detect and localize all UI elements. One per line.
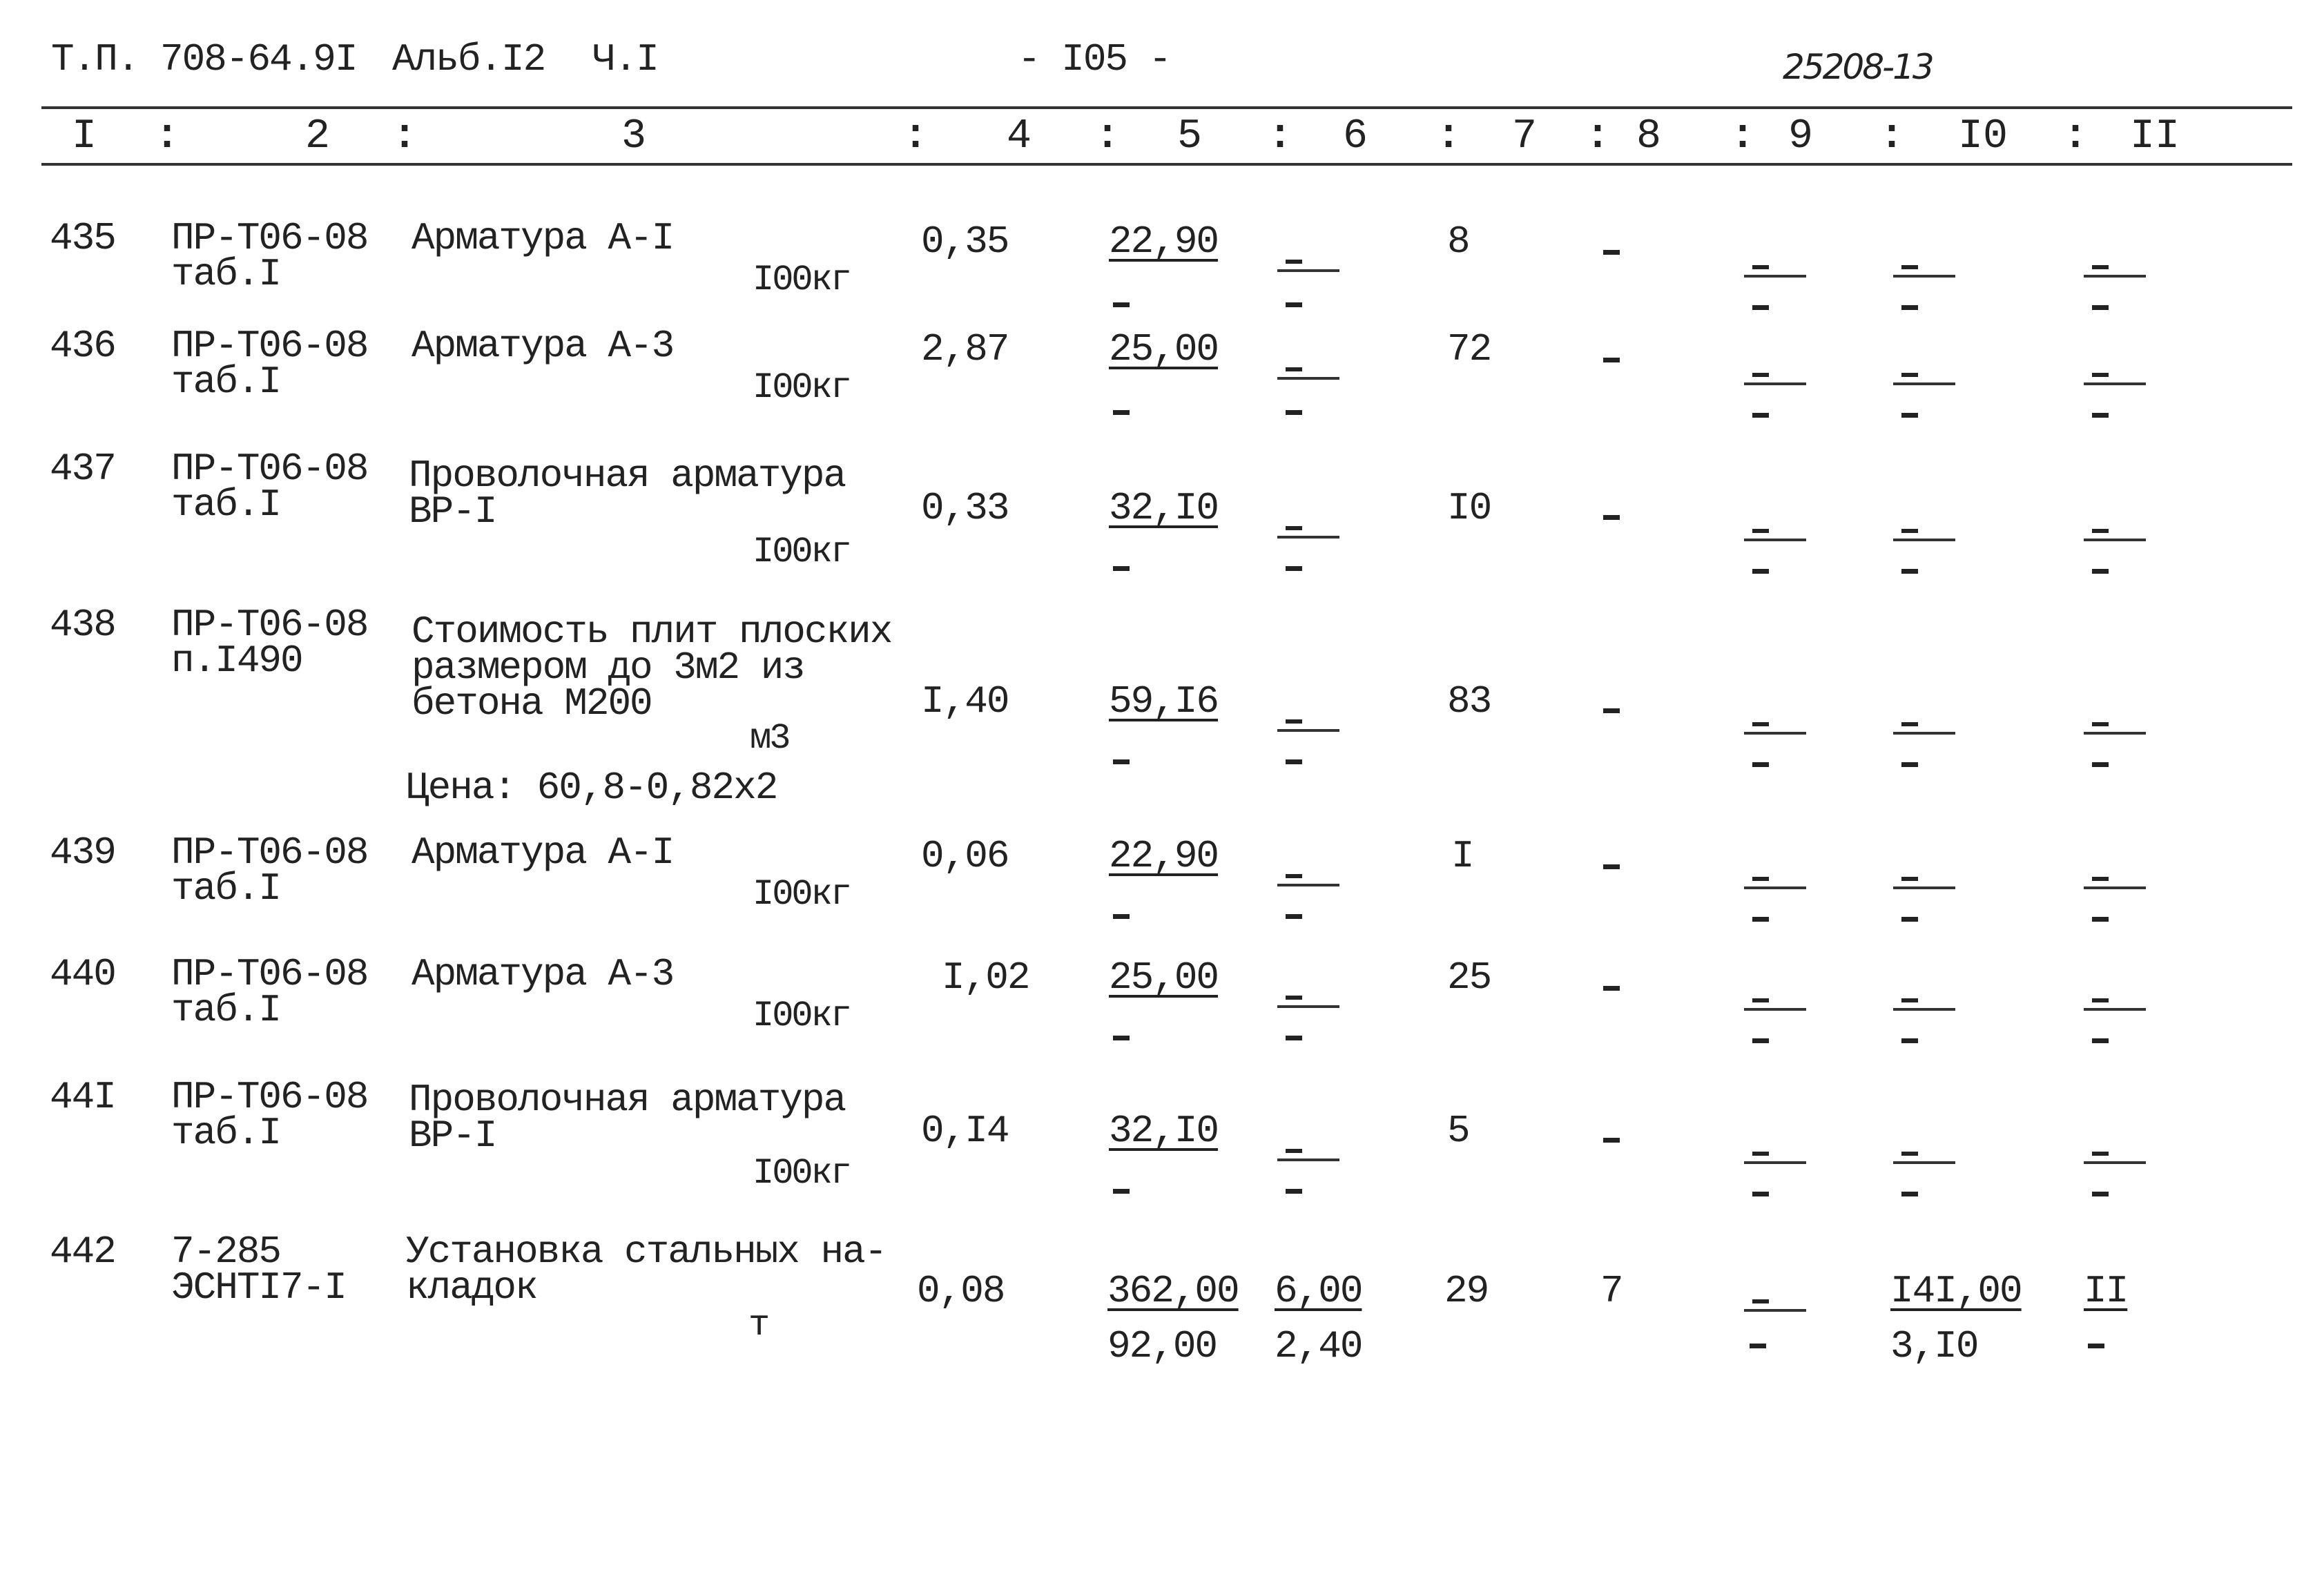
dash-mark — [1286, 914, 1302, 919]
norm-table: таб.I — [171, 988, 281, 1032]
dash-mark — [1893, 529, 1955, 543]
header-rule-bottom — [41, 163, 2292, 166]
dash-mark — [1277, 1149, 1339, 1163]
dash-mark — [1277, 526, 1339, 540]
dash-mark — [1752, 1038, 1769, 1043]
col10-value-low: 3,I0 — [1890, 1324, 1978, 1368]
col-separator: : — [1730, 113, 1756, 160]
dash-mark — [1113, 914, 1130, 919]
row-number: 440 — [50, 952, 115, 996]
unit-label: м3 — [750, 718, 789, 759]
norm-code: ПР-Т06-08 — [171, 831, 368, 875]
dash-mark — [1893, 722, 1955, 736]
dash-mark — [1893, 373, 1955, 387]
dash-mark — [1603, 515, 1620, 520]
row-number: 438 — [50, 603, 115, 647]
norm-code: 7-285 — [171, 1230, 281, 1274]
col11-value: II — [2084, 1269, 2128, 1313]
dash-mark — [1603, 986, 1620, 991]
dash-mark — [1901, 569, 1918, 574]
dash-mark — [1277, 996, 1339, 1009]
unit-label: I00кг — [753, 532, 851, 572]
item-description: Арматура А-I — [411, 216, 674, 260]
unit-price: 22,90 — [1109, 220, 1219, 264]
col7-value: 83 — [1447, 679, 1491, 724]
item-description: Проволочная арматура — [409, 454, 846, 498]
col-header-4: 4 — [1007, 113, 1032, 160]
col7-value: 8 — [1447, 220, 1469, 264]
dash-mark — [1752, 413, 1769, 418]
dash-mark — [2084, 1152, 2146, 1165]
dash-mark — [1752, 1192, 1769, 1196]
quantity-value: 0,I4 — [921, 1109, 1009, 1153]
norm-code: ПР-Т06-08 — [171, 324, 368, 368]
col-separator: : — [903, 113, 929, 160]
dash-mark — [1901, 413, 1918, 418]
dash-mark — [1744, 1152, 1806, 1165]
dash-mark — [2084, 373, 2146, 387]
dash-mark — [1113, 1036, 1130, 1040]
quantity-value: 2,87 — [921, 327, 1009, 371]
col7-value: 29 — [1444, 1269, 1489, 1313]
unit-label: I00кг — [753, 996, 851, 1036]
col7-value: 72 — [1447, 327, 1491, 371]
dash-mark — [1286, 1036, 1302, 1040]
unit-price: 32,I0 — [1109, 486, 1219, 530]
dash-mark — [2088, 1344, 2104, 1348]
col-header-11: II — [2130, 113, 2180, 160]
norm-table: таб.I — [171, 483, 281, 527]
row-number: 436 — [50, 324, 115, 368]
dash-mark — [2092, 413, 2109, 418]
norm-table: таб.I — [171, 1111, 281, 1155]
unit-price-low: 92,00 — [1107, 1324, 1217, 1368]
dash-mark — [1744, 373, 1806, 387]
dash-mark — [1286, 566, 1302, 571]
dash-mark — [2092, 1038, 2109, 1043]
row-number: 437 — [50, 447, 115, 491]
unit-price: 25,00 — [1109, 956, 1219, 1000]
dash-mark — [1750, 1344, 1766, 1348]
col-separator: : — [155, 113, 180, 160]
norm-table: п.I490 — [171, 639, 302, 683]
norm-table: таб.I — [171, 866, 281, 911]
dash-mark — [1893, 998, 1955, 1012]
col-header-2: 2 — [305, 113, 331, 160]
norm-table: таб.I — [171, 252, 281, 296]
col8-value: 7 — [1600, 1269, 1623, 1313]
unit-label: I00кг — [753, 367, 851, 408]
dash-mark — [1277, 874, 1339, 888]
dash-mark — [1113, 302, 1130, 307]
dash-mark — [1113, 759, 1130, 764]
unit-price: 22,90 — [1109, 834, 1219, 878]
item-description: Стоимость плит плоских — [411, 610, 892, 654]
quantity-value: 0,08 — [917, 1269, 1005, 1313]
col-header-9: 9 — [1788, 113, 1814, 160]
norm-table: таб.I — [171, 360, 281, 404]
row-number: 439 — [50, 831, 115, 875]
dash-mark — [1752, 305, 1769, 310]
unit-price: 362,00 — [1107, 1269, 1239, 1313]
dash-mark — [1893, 877, 1955, 891]
album-label: Альб.I2 — [392, 37, 545, 81]
dash-mark — [1893, 1152, 1955, 1165]
dash-mark — [2092, 569, 2109, 574]
part-label: Ч.I — [592, 37, 658, 81]
item-description-line2: кладок — [406, 1266, 537, 1310]
page-number: - I05 - — [1018, 37, 1171, 81]
col7-value: 25 — [1447, 956, 1491, 1000]
dash-mark — [1901, 917, 1918, 922]
col-separator: : — [2063, 113, 2089, 160]
norm-code: ПР-Т06-08 — [171, 447, 368, 491]
item-description-line2: размером до 3м2 из — [411, 646, 804, 690]
dash-mark — [1603, 864, 1620, 869]
dash-mark — [2084, 265, 2146, 279]
norm-code: ПР-Т06-08 — [171, 1075, 368, 1119]
dash-mark — [1744, 529, 1806, 543]
unit-label: I00кг — [753, 1153, 851, 1194]
quantity-value: I,02 — [942, 956, 1029, 1000]
dash-mark — [1744, 998, 1806, 1012]
dash-mark — [2084, 877, 2146, 891]
dash-mark — [2084, 998, 2146, 1012]
col-separator: : — [1879, 113, 1905, 160]
col10-value: I4I,00 — [1890, 1269, 2022, 1313]
dash-mark — [1752, 569, 1769, 574]
row-number: 442 — [50, 1230, 115, 1274]
dash-mark — [1603, 1138, 1620, 1143]
unit-price: 32,I0 — [1109, 1109, 1219, 1153]
dash-mark — [2092, 305, 2109, 310]
dash-mark — [1286, 759, 1302, 764]
item-description-line2: ВР-I — [409, 489, 496, 534]
norm-code: ПР-Т06-08 — [171, 603, 368, 647]
dash-mark — [1744, 722, 1806, 736]
unit-price: 25,00 — [1109, 327, 1219, 371]
dash-mark — [1744, 1299, 1806, 1313]
col7-value: I — [1451, 834, 1473, 878]
item-description: Арматура А-I — [411, 831, 674, 875]
col-separator: : — [1585, 113, 1611, 160]
dash-mark — [1286, 302, 1302, 307]
unit-label: I00кг — [753, 260, 851, 300]
dash-mark — [1752, 762, 1769, 767]
col-separator: : — [1268, 113, 1293, 160]
col-header-7: 7 — [1512, 113, 1538, 160]
norm-table: ЭСНТI7-I — [171, 1266, 346, 1310]
price-note: Цена: 60,8-0,82х2 — [406, 766, 777, 810]
doc-ref: Т.П. 708-64.9I — [51, 37, 357, 81]
dash-mark — [1603, 250, 1620, 255]
col-header-1: I — [72, 113, 97, 160]
col-separator: : — [1436, 113, 1462, 160]
col-header-10: I0 — [1958, 113, 2008, 160]
dash-mark — [1752, 917, 1769, 922]
dash-mark — [1113, 410, 1130, 415]
item-description: Арматура А-3 — [411, 324, 674, 368]
dash-mark — [1286, 1189, 1302, 1194]
unit-price: 59,I6 — [1109, 679, 1219, 724]
quantity-value: 0,33 — [921, 486, 1009, 530]
col-header-8: 8 — [1636, 113, 1662, 160]
row-number: 435 — [50, 216, 115, 260]
norm-code: ПР-Т06-08 — [171, 216, 368, 260]
dash-mark — [1113, 1189, 1130, 1194]
dash-mark — [1603, 358, 1620, 362]
document-code: 25208-13 — [1783, 47, 1933, 87]
item-description-line3: бетона М200 — [411, 681, 652, 726]
col7-value: I0 — [1447, 486, 1491, 530]
col-separator: : — [392, 113, 418, 160]
row-number: 44I — [50, 1075, 115, 1119]
unit-label: I00кг — [753, 874, 851, 915]
col-separator: : — [1095, 113, 1121, 160]
dash-mark — [1113, 566, 1130, 571]
dash-mark — [1744, 877, 1806, 891]
dash-mark — [1901, 1038, 1918, 1043]
dash-mark — [2092, 762, 2109, 767]
unit-label: т — [748, 1305, 768, 1346]
dash-mark — [1277, 367, 1339, 381]
dash-mark — [2092, 917, 2109, 922]
col7-value: 5 — [1447, 1109, 1469, 1153]
dash-mark — [1901, 762, 1918, 767]
dash-mark — [1901, 305, 1918, 310]
dash-mark — [2092, 1192, 2109, 1196]
item-description: Проволочная арматура — [409, 1078, 846, 1122]
dash-mark — [1277, 719, 1339, 733]
dash-mark — [1893, 265, 1955, 279]
item-description: Установка стальных на- — [406, 1230, 887, 1274]
item-description: Арматура А-3 — [411, 952, 674, 996]
col6-value: 6,00 — [1275, 1269, 1362, 1313]
quantity-value: 0,35 — [921, 220, 1009, 264]
dash-mark — [2084, 529, 2146, 543]
dash-mark — [1901, 1192, 1918, 1196]
quantity-value: 0,06 — [921, 834, 1009, 878]
col-header-6: 6 — [1343, 113, 1368, 160]
col-header-5: 5 — [1177, 113, 1203, 160]
dash-mark — [1603, 708, 1620, 713]
dash-mark — [2084, 722, 2146, 736]
dash-mark — [1744, 265, 1806, 279]
dash-mark — [1277, 260, 1339, 273]
norm-code: ПР-Т06-08 — [171, 952, 368, 996]
quantity-value: I,40 — [921, 679, 1009, 724]
col-header-3: 3 — [621, 113, 647, 160]
item-description-line2: ВР-I — [409, 1114, 496, 1158]
col6-value-low: 2,40 — [1275, 1324, 1362, 1368]
header-rule-top — [41, 106, 2292, 109]
dash-mark — [1286, 410, 1302, 415]
